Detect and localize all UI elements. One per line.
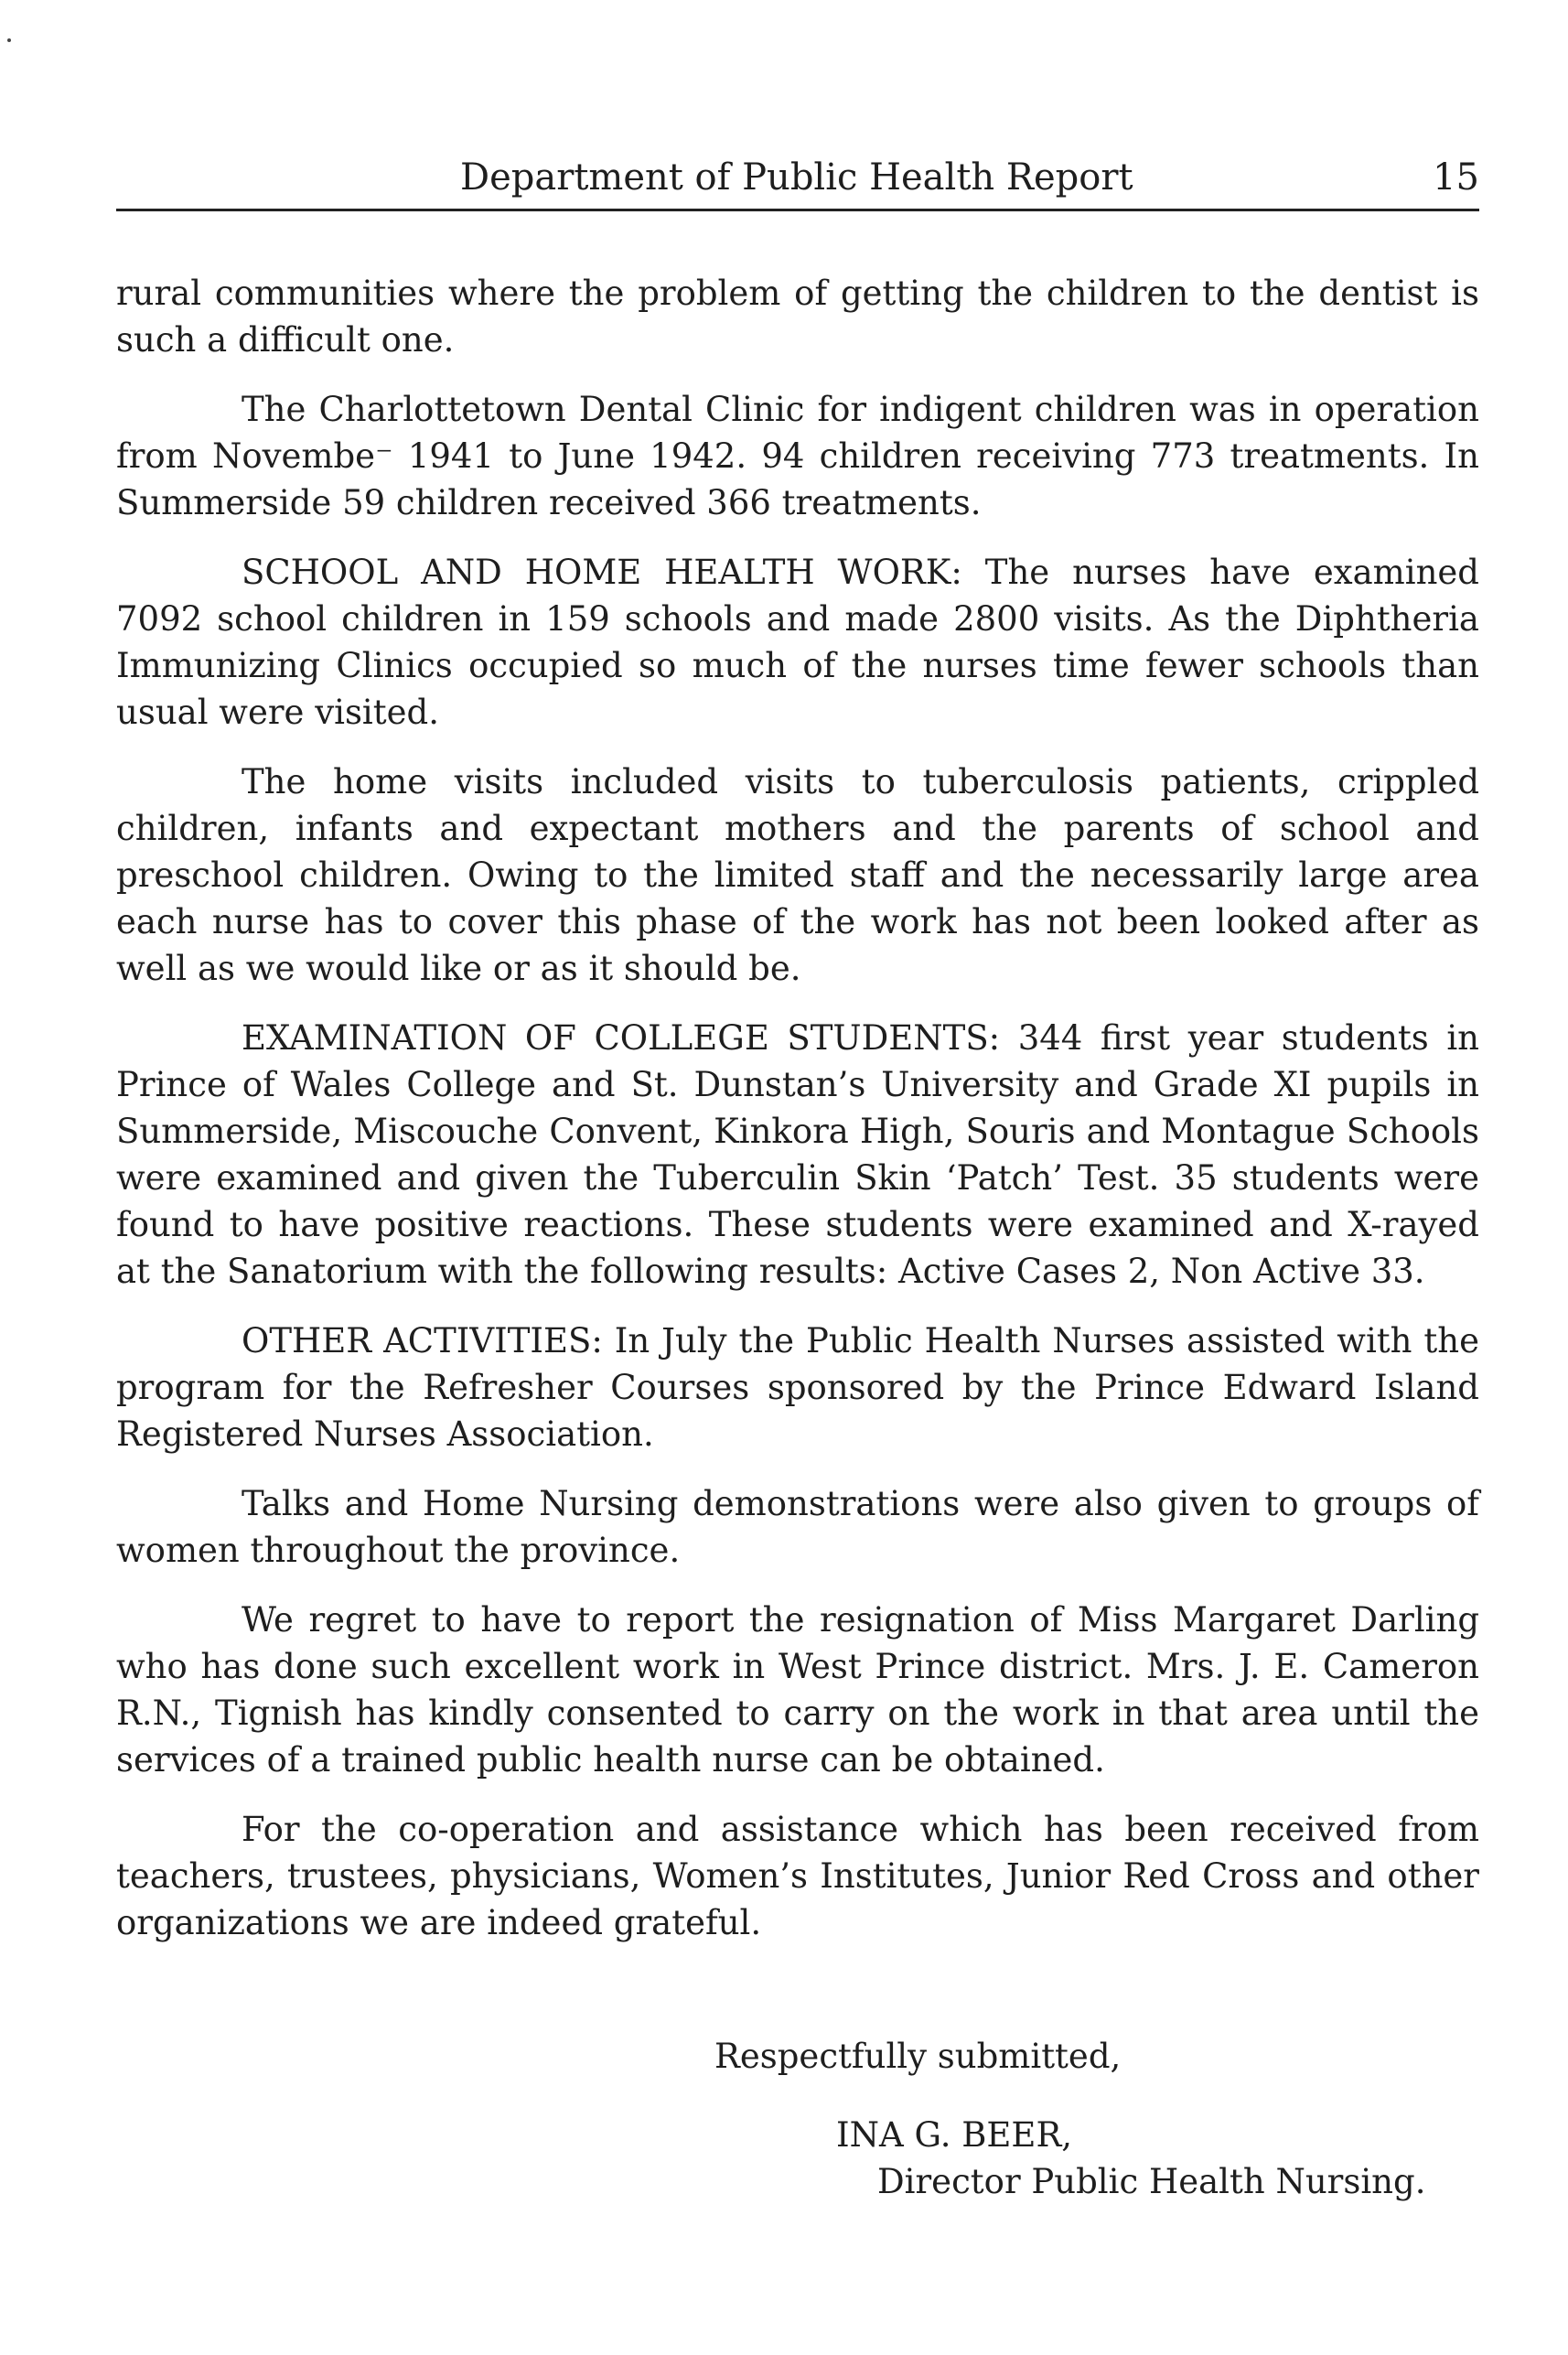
paragraph-resignation: We regret to have to report the resignation of Miss Margaret Darling who has done such excellent work in West Prince district. Mrs. J. E. Cameron R.N., Tignish has kindly consented to carry on the work in that area until the services of a trained public health nurse can be obtained. <box>116 1600 1479 1780</box>
report-body <box>116 270 1479 1969</box>
paragraph-home-visits: The home visits included visits to tuberculosis patients, crippled children, infants and expectant mothers and the parents of school and preschool children. Owing to the limited staff and the necessarily large area each nurse has to cover this phase of the work has not been looked after as well as we would like or as it should be. <box>116 762 1479 988</box>
paragraph-talks: Talks and Home Nursing demonstrations were also given to groups of women throughout the province. <box>116 1484 1479 1570</box>
page-number: 15 <box>1433 156 1479 199</box>
signatory-name: INA G. BEER, <box>836 2115 1073 2155</box>
complimentary-close: Respectfully submitted, <box>714 2037 1122 2076</box>
paragraph-gratitude: For the co-operation and assistance which has been received from teachers, trustees, physicians, Women’s Institutes, Junior Red Cross and other organizations we are indeed grateful. <box>116 1810 1479 1942</box>
paragraph-college-students: EXAMINATION OF COLLEGE STUDENTS: 344 first year students in Prince of Wales College and St. Dunstan’s University and Grade XI pupils in Summerside, Miscouche Convent, Kinkora High, Souris and Montague Schools were examined and given the Tuberculin Skin ‘Patch’ Test. 35 students were found to have positive reactions. These students were examined and X-rayed at the Sanatorium with the following results: Active Cases 2, Non Active 33. <box>116 1018 1479 1291</box>
paragraph-other-activities: OTHER ACTIVITIES: In July the Public Health Nurses assisted with the program for the Refresher Courses sponsored by the Prince Edward Island Registered Nurses Association. <box>116 1321 1479 1454</box>
paragraph-school-home-health: SCHOOL AND HOME HEALTH WORK: The nurses have examined 7092 school children in 159 schools and made 2800 visits. As the Diphtheria Immunizing Clinics occupied so much of the nurses time fewer schools than usual were visited. <box>116 553 1479 732</box>
paragraph-dental-continued: rural communities where the problem of getting the children to the dentist is such a difficult one. <box>116 274 1479 360</box>
running-header <box>116 152 1479 211</box>
header-title: Department of Public Health Report <box>460 156 1133 199</box>
margin-speck <box>7 38 11 42</box>
signatory-title: Director Public Health Nursing. <box>877 2162 1426 2201</box>
paragraph-dental-clinic: The Charlottetown Dental Clinic for indigent children was in operation from Novembe⁻ 1941 to June 1942. 94 children receiving 773 treatments. In Summerside 59 children received 366 treatments. <box>116 390 1479 522</box>
